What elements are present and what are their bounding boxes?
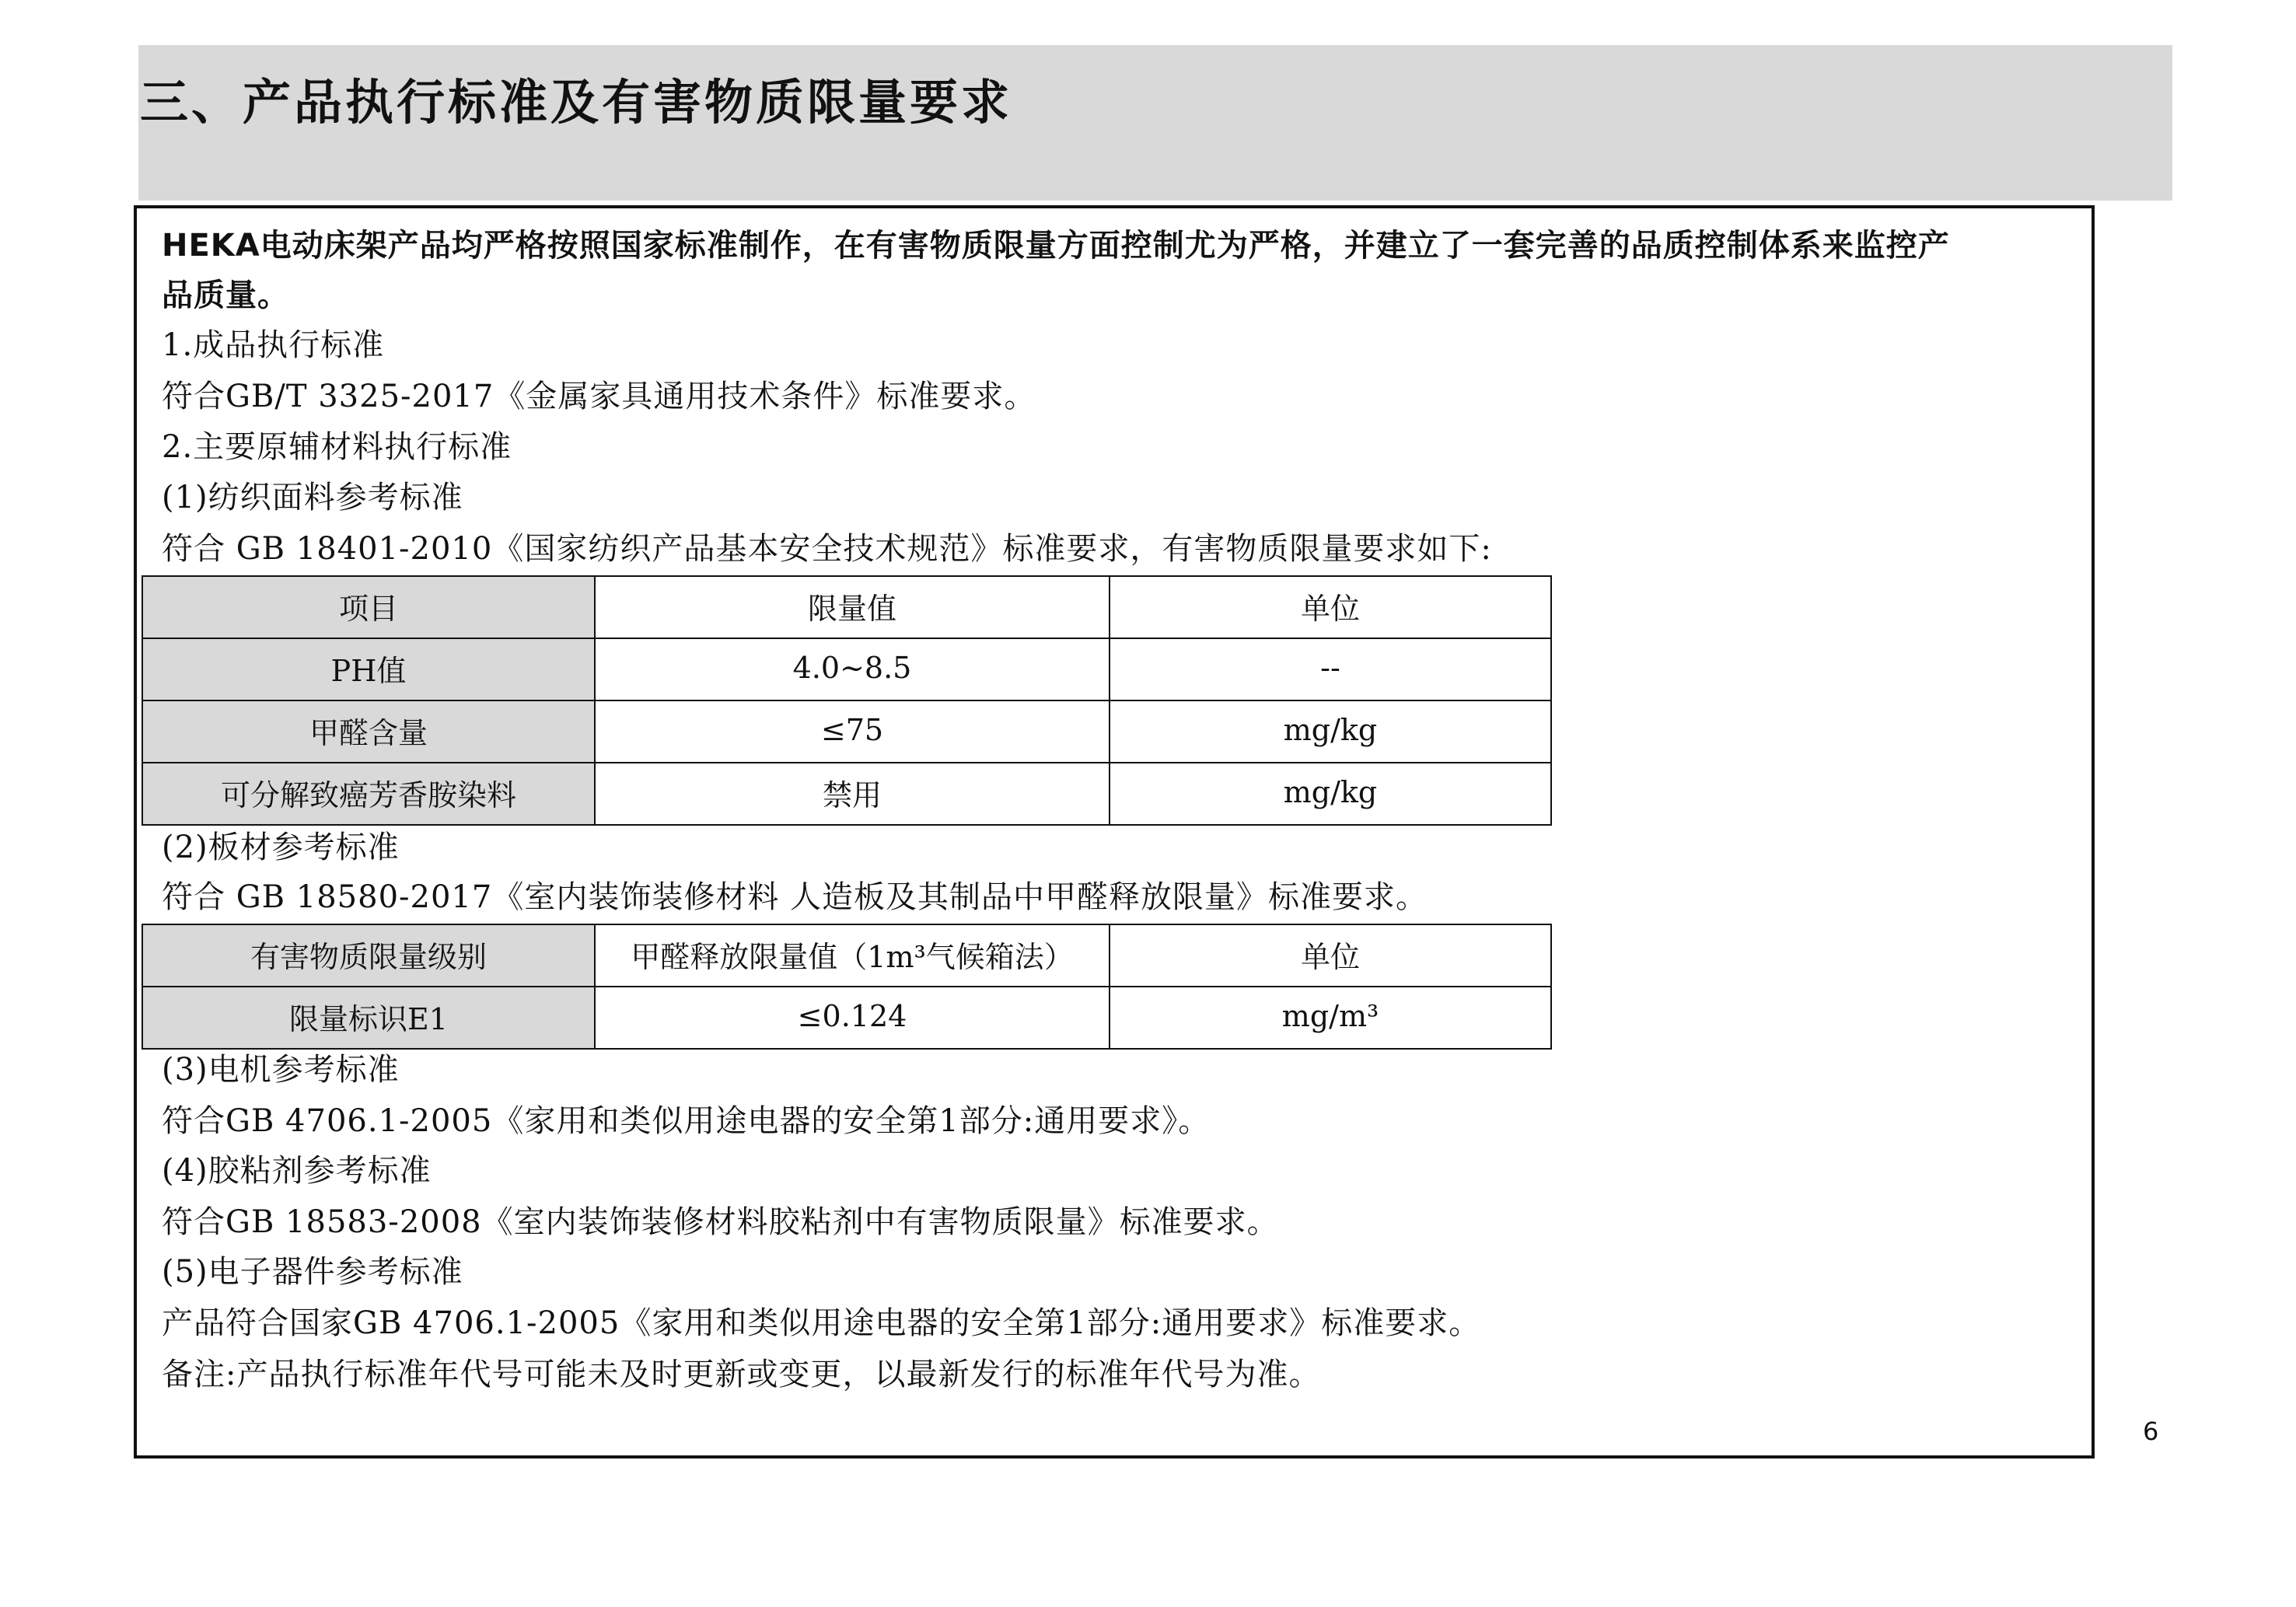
- board-text: 符合 GB 18580-2017《室内装饰装修材料 人造板及其制品中甲醛释放限量》标准要求。: [162, 879, 1428, 915]
- table-header-cell: 项目: [142, 576, 595, 638]
- content-box: [134, 205, 2095, 1459]
- motor-text: 符合GB 4706.1-2005《家用和类似用途电器的安全第1部分:通用要求》。: [162, 1103, 1211, 1139]
- table-row: [142, 763, 1551, 825]
- electronics-heading: (5)电子器件参考标准: [162, 1254, 463, 1290]
- table-cell: 禁用: [595, 763, 1110, 825]
- table-cell: 可分解致癌芳香胺染料: [142, 763, 595, 825]
- table-header-row: [142, 576, 1551, 638]
- table-cell: 限量标识E1: [142, 987, 595, 1049]
- table-row: [142, 987, 1551, 1049]
- adhesive-text: 符合GB 18583-2008《室内装饰装修材料胶粘剂中有害物质限量》标准要求。: [162, 1204, 1279, 1240]
- intro-line-2: 品质量。: [162, 278, 289, 313]
- section1-text: 符合GB/T 3325-2017《金属家具通用技术条件》标准要求。: [162, 379, 1036, 414]
- table-header-cell: 单位: [1110, 924, 1551, 987]
- textile-text: 符合 GB 18401-2010《国家纺织产品基本安全技术规范》标准要求，有害物质限量要求如下:: [162, 531, 1492, 567]
- table-cell: --: [1110, 638, 1551, 700]
- textile-heading: (1)纺织面料参考标准: [162, 480, 463, 515]
- table-cell: 4.0~8.5: [595, 638, 1110, 700]
- motor-heading: (3)电机参考标准: [162, 1052, 400, 1088]
- page-number: 6: [2143, 1417, 2159, 1446]
- table-row: [142, 638, 1551, 700]
- section1-heading: 1.成品执行标准: [162, 327, 385, 363]
- table-header-cell: 限量值: [595, 576, 1110, 638]
- adhesive-heading: (4)胶粘剂参考标准: [162, 1153, 432, 1189]
- table-cell: PH值: [142, 638, 595, 700]
- board-limits-table: [142, 924, 1552, 1050]
- table-cell: mg/kg: [1110, 763, 1551, 825]
- board-heading: (2)板材参考标准: [162, 830, 400, 865]
- footnote: 备注:产品执行标准年代号可能未及时更新或变更，以最新发行的标准年代号为准。: [162, 1357, 1321, 1392]
- table-cell: mg/m³: [1110, 987, 1551, 1049]
- table-cell: 甲醛含量: [142, 700, 595, 763]
- intro-line-1: HEKA电动床架产品均严格按照国家标准制作，在有害物质限量方面控制尤为严格，并建立了一套完善的品质控制体系来监控产: [162, 228, 1950, 264]
- textile-limits-table: [142, 575, 1552, 826]
- section-title: 三、产品执行标准及有害物质限量要求: [140, 74, 1013, 131]
- table-header-cell: 单位: [1110, 576, 1551, 638]
- electronics-text: 产品符合国家GB 4706.1-2005《家用和类似用途电器的安全第1部分:通用要求》标准要求。: [162, 1305, 1481, 1341]
- table-header-row: [142, 924, 1551, 987]
- table-header-cell: 有害物质限量级别: [142, 924, 595, 987]
- table-header-cell: 甲醛释放限量值（1m³气候箱法）: [595, 924, 1110, 987]
- table-cell: ≤0.124: [595, 987, 1110, 1049]
- section-header-band: [138, 45, 2172, 201]
- table-cell: ≤75: [595, 700, 1110, 763]
- table-row: [142, 700, 1551, 763]
- table-cell: mg/kg: [1110, 700, 1551, 763]
- section2-heading: 2.主要原辅材料执行标准: [162, 429, 512, 465]
